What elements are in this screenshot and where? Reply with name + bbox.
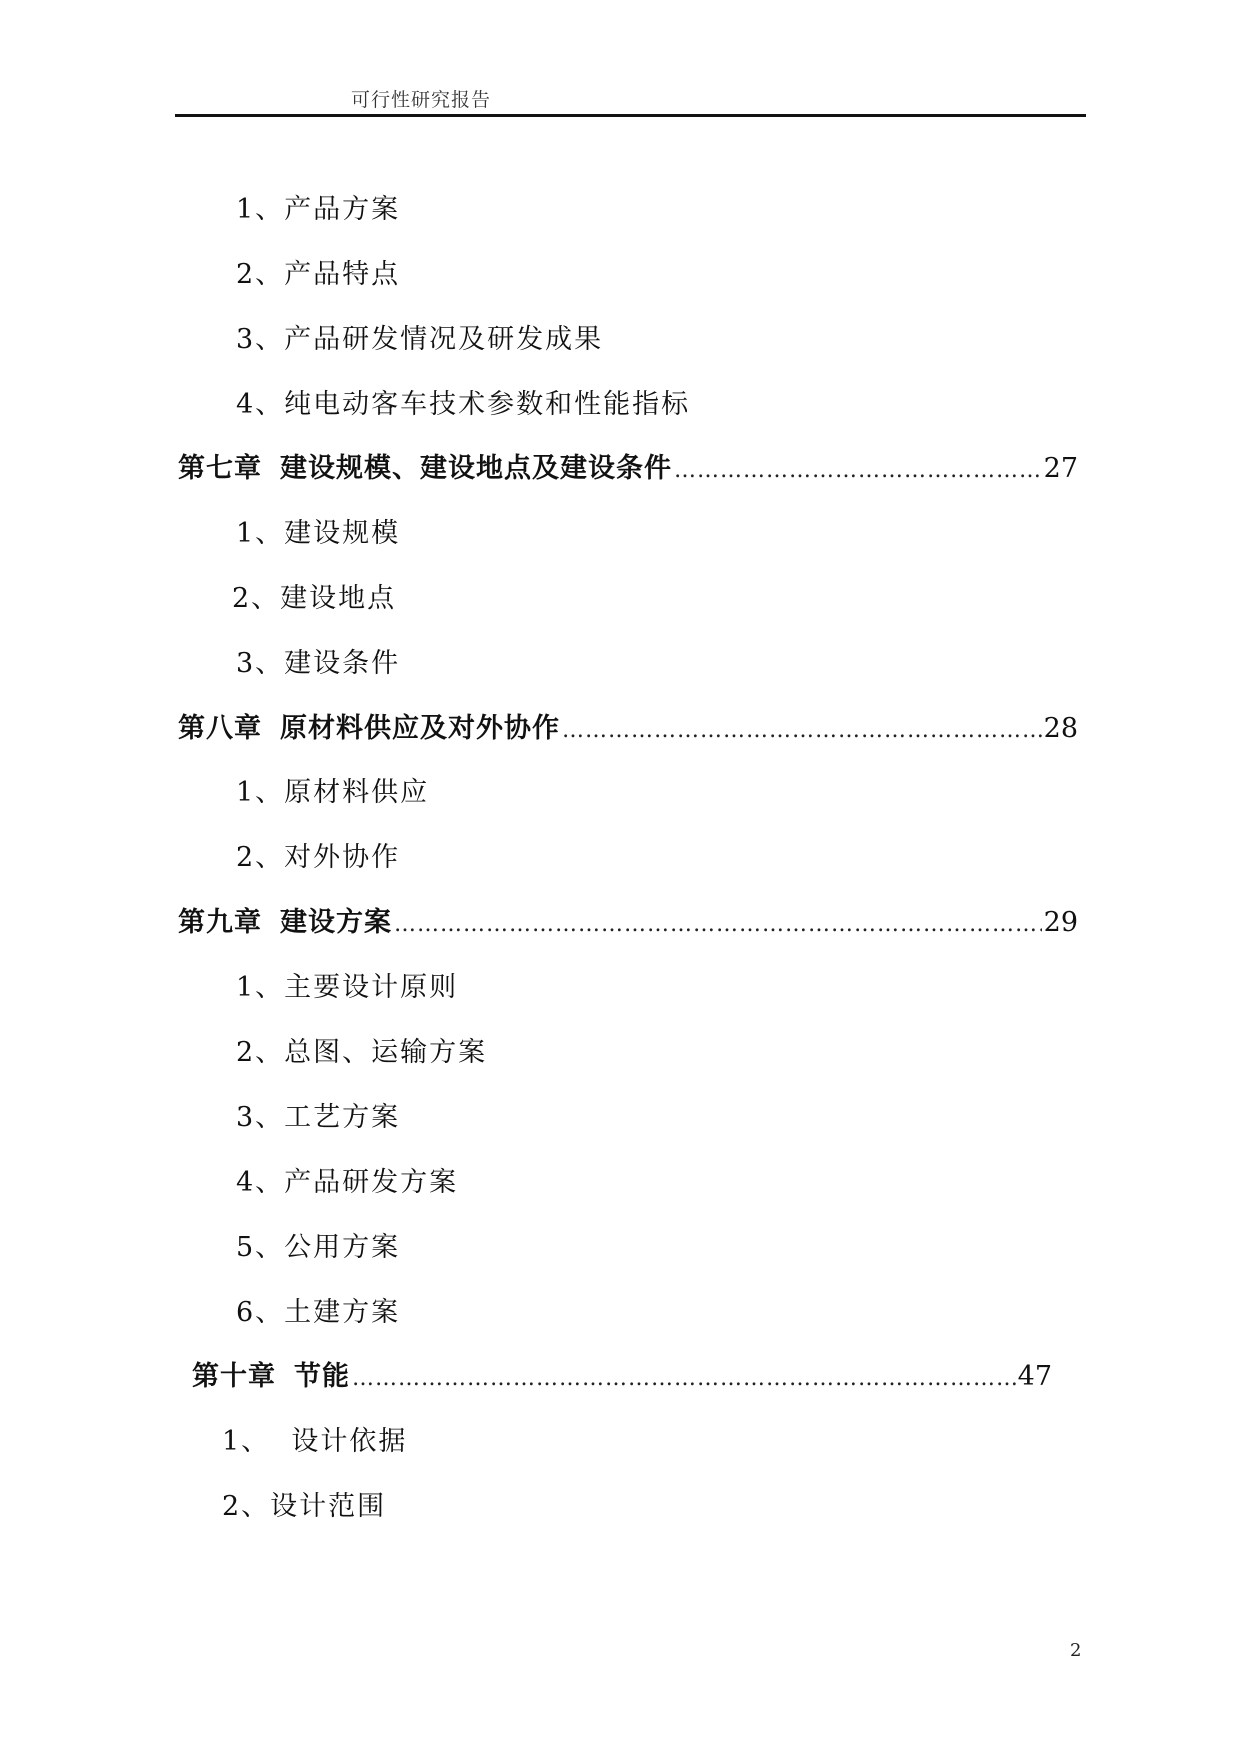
toc-item-process-plan[interactable]: 3、工艺方案 (236, 1102, 401, 1133)
chapter-page-number: 28 (1043, 713, 1078, 744)
chapter-page-number: 27 (1043, 453, 1078, 484)
toc-item-design-principles[interactable]: 1、主要设计原则 (236, 972, 459, 1003)
dot-leader (394, 905, 1042, 945)
chapter-title: 原材料供应及对外协作 (280, 713, 560, 744)
toc-item-civil-works-plan[interactable]: 6、土建方案 (236, 1297, 401, 1328)
toc-item-raw-material-supply[interactable]: 1、原材料供应 (236, 777, 430, 808)
toc-item-external-cooperation[interactable]: 2、对外协作 (236, 842, 401, 873)
toc-item-product-features[interactable]: 2、产品特点 (236, 259, 401, 290)
toc-item-product-rnd[interactable]: 3、产品研发情况及研发成果 (236, 324, 604, 355)
chapter-page-number: 29 (1043, 907, 1078, 938)
dot-leader (674, 451, 1042, 491)
toc-item-utilities-plan[interactable]: 5、公用方案 (236, 1232, 401, 1263)
chapter-page-number: 47 (1017, 1361, 1052, 1392)
toc-item-ev-bus-specs[interactable]: 4、纯电动客车技术参数和性能指标 (236, 389, 691, 420)
toc-item-layout-transport[interactable]: 2、总图、运输方案 (236, 1037, 488, 1068)
dot-leader (562, 711, 1042, 751)
toc-item-construction-site[interactable]: 2、建设地点 (232, 583, 397, 614)
toc-item-design-basis[interactable]: 1、 设计依据 (222, 1426, 408, 1457)
toc-item-design-scope[interactable]: 2、设计范围 (222, 1491, 387, 1522)
page-number: 2 (1070, 1640, 1082, 1661)
chapter-number: 第九章 (178, 907, 262, 938)
chapter-number: 第八章 (178, 713, 262, 744)
dot-leader (352, 1359, 1016, 1399)
chapter-title: 节能 (294, 1361, 350, 1392)
chapter-title: 建设方案 (280, 907, 392, 938)
toc-chapter-7[interactable] (178, 449, 1078, 489)
chapter-number: 第七章 (178, 453, 262, 484)
chapter-number: 第十章 (192, 1361, 276, 1392)
chapter-title: 建设规模、建设地点及建设条件 (280, 453, 672, 484)
toc-item-product-plan[interactable]: 1、产品方案 (236, 194, 401, 225)
toc-chapter-8[interactable] (178, 709, 1078, 749)
toc-chapter-10[interactable] (192, 1357, 1052, 1397)
toc-chapter-9[interactable] (178, 903, 1078, 943)
toc-item-construction-conditions[interactable]: 3、建设条件 (236, 648, 401, 679)
header-title: 可行性研究报告 (351, 89, 492, 111)
toc-item-product-rnd-plan[interactable]: 4、产品研发方案 (236, 1167, 459, 1198)
toc-item-construction-scale[interactable]: 1、建设规模 (236, 518, 401, 549)
